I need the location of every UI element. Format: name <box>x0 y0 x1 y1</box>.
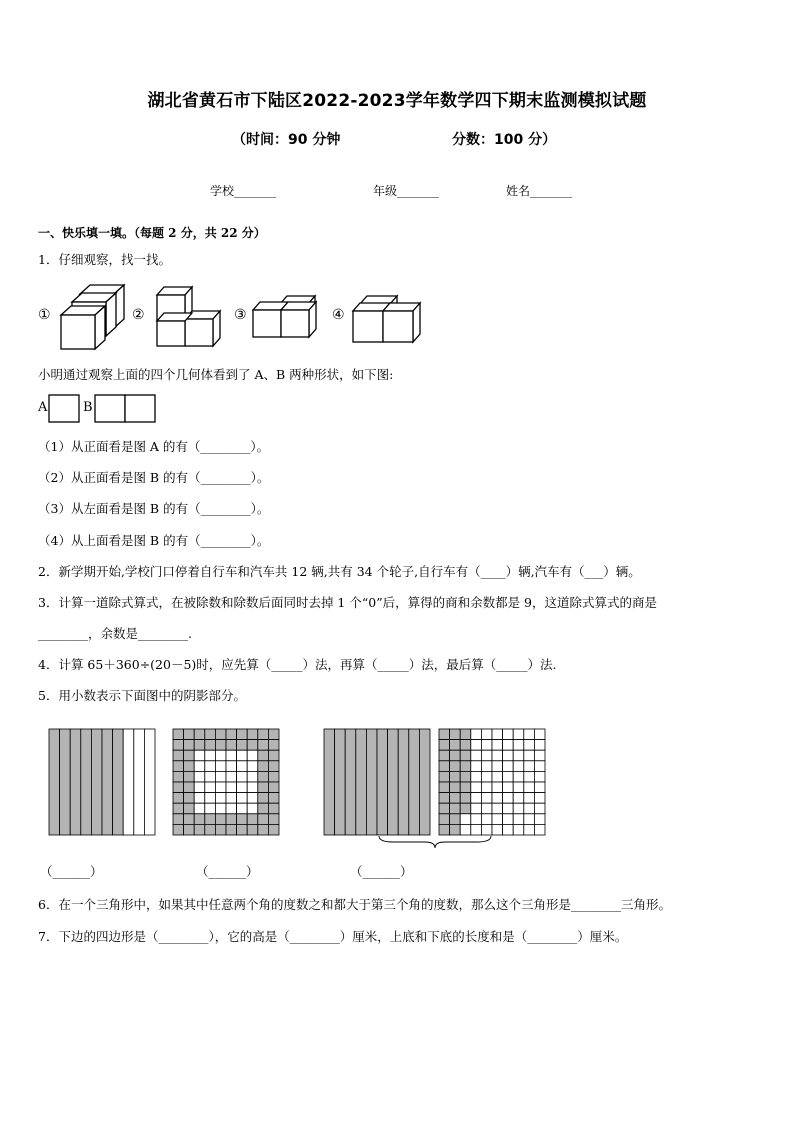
grid-cell <box>471 803 482 814</box>
grid-cell <box>481 803 492 814</box>
grid-cell <box>247 824 258 835</box>
question-1-sub-3: （3）从左面看是图 B 的有（________）。 <box>38 501 270 516</box>
grid-cell <box>524 740 535 751</box>
grid-cell <box>258 824 269 835</box>
grid-cell <box>450 750 461 761</box>
strip-cell <box>144 729 155 835</box>
grid-cell <box>503 740 514 751</box>
strip-cell <box>409 729 420 835</box>
grid-cell <box>184 824 195 835</box>
grid-cell <box>460 793 471 804</box>
grid-cell <box>258 740 269 751</box>
grid-cell <box>492 814 503 825</box>
grid-cell <box>481 771 492 782</box>
grid-cell <box>173 771 184 782</box>
grid-cell <box>173 824 184 835</box>
grid-cell <box>471 814 482 825</box>
grid-cell <box>492 761 503 772</box>
grid-cell <box>173 803 184 814</box>
grid-cell <box>503 771 514 782</box>
grid-cell <box>450 824 461 835</box>
strip-cell <box>49 729 60 835</box>
grid-cell <box>226 771 237 782</box>
grid-cell <box>237 824 248 835</box>
question-1-sub-4: （4）从上面看是图 B 的有（________）。 <box>38 533 270 548</box>
school-field <box>210 182 276 199</box>
grid-cell <box>492 750 503 761</box>
strip-cell <box>324 729 335 835</box>
grid-cell <box>460 782 471 793</box>
name-label: 姓名 <box>506 184 531 198</box>
grid-cell <box>439 761 450 772</box>
grid-cell <box>450 761 461 772</box>
grid-cell <box>268 793 279 804</box>
grid-cell <box>439 740 450 751</box>
grid-cell <box>534 824 545 835</box>
grade-field <box>373 182 439 199</box>
strip-cell <box>60 729 71 835</box>
grid-cell <box>503 729 514 740</box>
question-1: 1．仔细观察，找一找。 <box>38 252 171 267</box>
grid-cell <box>247 771 258 782</box>
grid-cell <box>503 793 514 804</box>
question-1-sub-2: （2）从正面看是图 B 的有（________）。 <box>38 470 270 485</box>
grid-cell <box>268 814 279 825</box>
grid-cell <box>471 761 482 772</box>
grid-cell <box>481 814 492 825</box>
grid-cell <box>268 771 279 782</box>
grid-cell <box>237 782 248 793</box>
strip-cell <box>419 729 430 835</box>
grid-cell <box>258 761 269 772</box>
grid-cell <box>503 814 514 825</box>
grid-cell <box>492 771 503 782</box>
exam-time: （时间：90 分钟 <box>232 132 341 148</box>
school-blank: _______ <box>234 184 277 198</box>
grid-cell <box>460 740 471 751</box>
grid-cell <box>194 793 205 804</box>
grid-cell <box>258 793 269 804</box>
grid-cell <box>184 793 195 804</box>
grid-cell <box>534 803 545 814</box>
grid-cell <box>534 814 545 825</box>
grid-cell <box>492 782 503 793</box>
question-6: 6．在一个三角形中，如果其中任意两个角的度数之和都大于第三个角的度数，那么这个三角形是________三角形。 <box>38 897 671 912</box>
grid-cell <box>247 793 258 804</box>
question-1-sub-1: （1）从正面看是图 A 的有（________）。 <box>38 439 270 454</box>
grid-cell <box>481 740 492 751</box>
grid-cell <box>237 729 248 740</box>
grid-cell <box>439 750 450 761</box>
grid-cell <box>524 771 535 782</box>
grid-cell <box>258 771 269 782</box>
grid-cell <box>492 729 503 740</box>
strip-cell <box>377 729 388 835</box>
school-label: 学校 <box>210 184 235 198</box>
grid-cell <box>173 761 184 772</box>
grid-cell <box>215 803 226 814</box>
grid-cell <box>173 814 184 825</box>
grid-cell <box>226 814 237 825</box>
grid-cell <box>503 761 514 772</box>
grid-cell <box>524 803 535 814</box>
grid-cell <box>247 761 258 772</box>
page-title: 湖北省黄石市下陆区2022-2023学年数学四下期末监测模拟试题 <box>147 91 647 111</box>
strip-cell <box>91 729 102 835</box>
question-1-observe: 小明通过观察上面的四个几何体看到了 A、B 两种形状，如下图: <box>38 367 394 382</box>
grid-cell <box>439 793 450 804</box>
question-7: 7．下边的四边形是（________），它的高是（________）厘米，上底和下底的长度和是（________）厘米。 <box>38 929 628 944</box>
grid-cell <box>268 729 279 740</box>
grid-cell <box>184 782 195 793</box>
grid-cell <box>205 750 216 761</box>
grid-cell <box>534 793 545 804</box>
grid-cell <box>194 814 205 825</box>
grid-cell <box>450 729 461 740</box>
grid-cell <box>194 761 205 772</box>
grid-cell <box>524 761 535 772</box>
figure-label-3: ③ <box>234 307 247 323</box>
grid-cell <box>450 793 461 804</box>
grid-cell <box>503 824 514 835</box>
grid-cell <box>194 803 205 814</box>
grid-cell <box>205 782 216 793</box>
grid-cell <box>471 793 482 804</box>
grid-cell <box>450 803 461 814</box>
grid-cell <box>173 740 184 751</box>
grid-cell <box>205 793 216 804</box>
grid-cell <box>492 803 503 814</box>
answer-blank-3: （______） <box>350 864 413 879</box>
grid-cell <box>184 761 195 772</box>
grid-cell <box>205 761 216 772</box>
strip-cell <box>366 729 377 835</box>
grid-cell <box>184 750 195 761</box>
grid-cell <box>460 814 471 825</box>
decimal-figure-3 <box>323 728 548 850</box>
grid-cell <box>513 782 524 793</box>
grid-cell <box>439 824 450 835</box>
grid-cell <box>492 824 503 835</box>
grid-cell <box>215 814 226 825</box>
strip-cell <box>398 729 409 835</box>
decimal-figure-1 <box>48 728 158 838</box>
grid-cell <box>237 750 248 761</box>
grid-cell <box>513 814 524 825</box>
grid-cell <box>173 793 184 804</box>
grid-cell <box>215 782 226 793</box>
grid-cell <box>503 750 514 761</box>
strip-cell <box>81 729 92 835</box>
strip-cell <box>113 729 124 835</box>
grid-cell <box>194 824 205 835</box>
grid-cell <box>471 782 482 793</box>
grid-cell <box>513 750 524 761</box>
grid-cell <box>534 761 545 772</box>
grid-cell <box>481 793 492 804</box>
grid-cell <box>268 740 279 751</box>
name-blank: _______ <box>530 184 573 198</box>
grid-cell <box>194 740 205 751</box>
grid-cell <box>481 750 492 761</box>
grid-cell <box>215 761 226 772</box>
shape-b <box>94 394 158 424</box>
grid-cell <box>513 824 524 835</box>
cube-figure-2 <box>152 283 228 349</box>
grid-cell <box>237 740 248 751</box>
grid-cell <box>194 771 205 782</box>
grid-cell <box>524 750 535 761</box>
cube-figure-1 <box>58 282 130 352</box>
grade-label: 年级 <box>373 184 398 198</box>
grid-cell <box>205 740 216 751</box>
grid-cell <box>481 729 492 740</box>
grid-cell <box>460 750 471 761</box>
grid-cell <box>460 824 471 835</box>
grid-cell <box>534 782 545 793</box>
grid-cell <box>460 771 471 782</box>
grid-cell <box>524 824 535 835</box>
grid-cell <box>450 740 461 751</box>
figure-label-4: ④ <box>332 307 345 323</box>
strip-cell <box>102 729 113 835</box>
grid-cell <box>503 782 514 793</box>
grid-cell <box>226 740 237 751</box>
figure-label-1: ① <box>38 307 51 323</box>
grid-cell <box>268 803 279 814</box>
grid-cell <box>439 771 450 782</box>
grid-cell <box>173 750 184 761</box>
grid-cell <box>215 793 226 804</box>
grade-blank: _______ <box>397 184 440 198</box>
grid-cell <box>471 771 482 782</box>
grid-cell <box>268 761 279 772</box>
grid-cell <box>173 729 184 740</box>
grid-cell <box>481 824 492 835</box>
grid-cell <box>258 814 269 825</box>
grid-cell <box>205 814 216 825</box>
grid-cell <box>237 793 248 804</box>
grid-cell <box>268 782 279 793</box>
grid-cell <box>226 750 237 761</box>
answer-blank-1: （______） <box>40 864 103 879</box>
brace <box>379 836 491 848</box>
grid-cell <box>184 771 195 782</box>
grid-cell <box>226 793 237 804</box>
name-field <box>506 182 572 199</box>
grid-cell <box>513 771 524 782</box>
grid-cell <box>205 729 216 740</box>
figure-label-2: ② <box>132 307 145 323</box>
grid-cell <box>258 729 269 740</box>
grid-cell <box>247 729 258 740</box>
grid-cell <box>184 740 195 751</box>
grid-cell <box>524 814 535 825</box>
cube-figure-4 <box>350 292 430 346</box>
grid-cell <box>513 761 524 772</box>
strip-cell <box>70 729 81 835</box>
grid-cell <box>481 782 492 793</box>
strip-cell <box>388 729 399 835</box>
grid-cell <box>513 729 524 740</box>
grid-cell <box>492 793 503 804</box>
grid-cell <box>503 803 514 814</box>
grid-cell <box>215 771 226 782</box>
grid-cell <box>237 761 248 772</box>
question-4: 4．计算 65＋360÷(20－5)时，应先算（_____）法，再算（_____）法，最后算（_____）法. <box>38 657 557 672</box>
strip-cell <box>356 729 367 835</box>
exam-score: 分数：100 分） <box>452 132 557 148</box>
question-2: 2．新学期开始,学校门口停着自行车和汽车共 12 辆,共有 34 个轮子,自行车有（____）辆,汽车有（___）辆。 <box>38 564 641 579</box>
grid-cell <box>226 803 237 814</box>
grid-cell <box>194 729 205 740</box>
grid-cell <box>471 750 482 761</box>
grid-cell <box>215 750 226 761</box>
section-heading: 一、快乐填一填。（每题 2 分，共 22 分） <box>38 226 266 240</box>
grid-cell <box>534 740 545 751</box>
grid-cell <box>471 729 482 740</box>
grid-cell <box>247 740 258 751</box>
grid-cell <box>450 771 461 782</box>
grid-cell <box>184 803 195 814</box>
grid-cell <box>258 782 269 793</box>
grid-cell <box>481 761 492 772</box>
cube-figure-3 <box>250 292 322 342</box>
grid-cell <box>226 782 237 793</box>
grid-cell <box>460 761 471 772</box>
grid-cell <box>173 782 184 793</box>
grid-cell <box>247 803 258 814</box>
grid-cell <box>258 803 269 814</box>
grid-cell <box>524 793 535 804</box>
grid-cell <box>513 740 524 751</box>
grid-cell <box>247 814 258 825</box>
grid-cell <box>184 814 195 825</box>
grid-cell <box>534 771 545 782</box>
grid-cell <box>439 729 450 740</box>
grid-cell <box>460 803 471 814</box>
shape-a-label: A <box>38 400 48 415</box>
grid-cell <box>205 824 216 835</box>
grid-cell <box>268 824 279 835</box>
grid-cell <box>513 793 524 804</box>
decimal-figure-2 <box>172 728 282 838</box>
grid-cell <box>492 740 503 751</box>
question-3-line-1: 3．计算一道除式算式，在被除数和除数后面同时去掉 1 个“0”后，算得的商和余数都是 9，这道除式算式的商是 <box>38 595 658 610</box>
grid-cell <box>247 750 258 761</box>
grid-cell <box>247 782 258 793</box>
grid-cell <box>439 803 450 814</box>
grid-cell <box>215 729 226 740</box>
grid-cell <box>194 782 205 793</box>
grid-cell <box>471 824 482 835</box>
grid-cell <box>439 782 450 793</box>
grid-cell <box>450 782 461 793</box>
grid-cell <box>471 740 482 751</box>
grid-cell <box>513 803 524 814</box>
strip-cell <box>345 729 356 835</box>
grid-cell <box>450 814 461 825</box>
grid-cell <box>237 803 248 814</box>
grid-cell <box>258 750 269 761</box>
grid-cell <box>194 750 205 761</box>
shape-a <box>48 394 82 424</box>
grid-cell <box>215 824 226 835</box>
answer-blank-2: （______） <box>196 864 259 879</box>
shape-b-label: B <box>83 400 93 415</box>
grid-cell <box>524 729 535 740</box>
grid-cell <box>205 803 216 814</box>
grid-cell <box>534 750 545 761</box>
grid-cell <box>534 729 545 740</box>
grid-cell <box>226 824 237 835</box>
grid-cell <box>237 771 248 782</box>
strip-cell <box>335 729 346 835</box>
question-5: 5．用小数表示下面图中的阴影部分。 <box>38 688 246 703</box>
grid-cell <box>439 814 450 825</box>
grid-cell <box>215 740 226 751</box>
grid-cell <box>524 782 535 793</box>
grid-cell <box>268 750 279 761</box>
grid-cell <box>226 729 237 740</box>
grid-cell <box>205 771 216 782</box>
strip-cell <box>134 729 145 835</box>
grid-cell <box>237 814 248 825</box>
question-3-line-2: ________，余数是________. <box>38 626 192 641</box>
grid-cell <box>226 761 237 772</box>
grid-cell <box>184 729 195 740</box>
grid-cell <box>460 729 471 740</box>
strip-cell <box>123 729 134 835</box>
